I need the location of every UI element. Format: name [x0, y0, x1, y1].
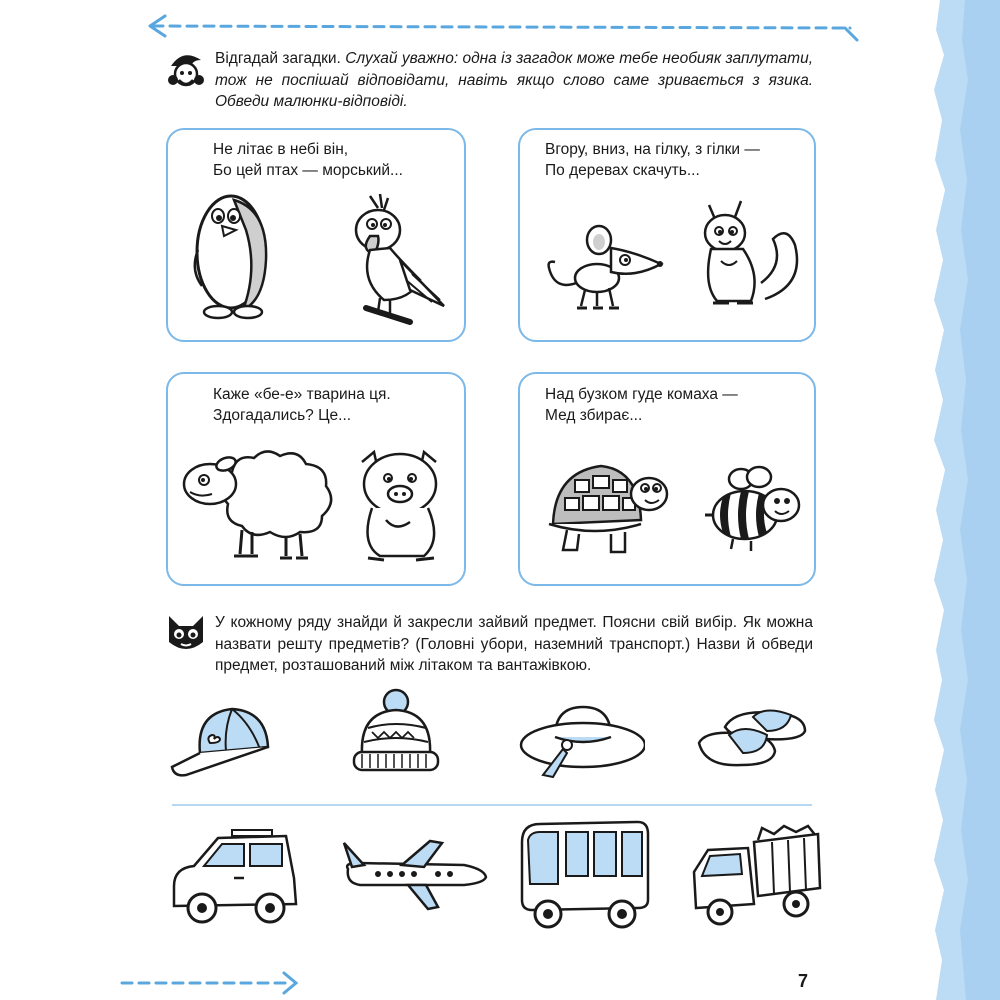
riddle-4-text	[545, 384, 738, 426]
arrow-right-icon	[118, 968, 303, 998]
riddle-1-line2: Бо цей птах — морський...	[213, 162, 403, 179]
riddle-3-text	[213, 384, 391, 426]
mouse-icon[interactable]	[545, 222, 665, 312]
torn-paper-edge	[850, 0, 1000, 1000]
riddle-2-text	[545, 139, 760, 181]
slippers-icon[interactable]	[695, 705, 810, 775]
arrow-left-icon	[145, 12, 865, 42]
sun-hat-icon[interactable]	[515, 697, 645, 782]
suv-icon[interactable]	[168, 828, 303, 933]
row-divider	[172, 804, 812, 806]
bee-icon[interactable]	[703, 465, 803, 555]
pig-icon[interactable]	[350, 448, 450, 568]
turtle-icon[interactable]	[545, 458, 670, 558]
riddle-1-text	[213, 139, 403, 181]
knit-hat-icon[interactable]	[348, 688, 443, 783]
task1-instruction	[215, 48, 813, 113]
riddle-4-line2: Мед збирає...	[545, 407, 643, 424]
cat-icon	[165, 612, 207, 654]
riddle-4-line1: Над бузком гуде комаха —	[545, 386, 738, 403]
parrot-icon[interactable]	[340, 190, 450, 325]
task2-instruction: У кожному ряду знайди й закресли зайвий предмет. Поясни свій вибір. Як можна назвати решту предметів? (Головні убори, наземний транспорт.) Назви й обведи предмет, розташований між літаком та вантажівкою.	[215, 614, 813, 674]
riddle-2-line1: Вгору, вниз, на гілку, з гілки —	[545, 141, 760, 158]
riddle-3-line1: Каже «бе-е» тварина ця.	[213, 386, 391, 403]
penguin-icon[interactable]	[188, 190, 278, 325]
sheep-icon[interactable]	[182, 442, 342, 564]
gnome-icon	[165, 50, 207, 92]
bus-icon[interactable]	[518, 818, 653, 933]
task1-italic: Слухай уважно: одна із загадок може тебе необияк заплутати, тож не поспішай відповідати, навіть якщо слово саме зривається з язика. Обведи малюнки-відповіді.	[215, 50, 813, 110]
riddle-3-line2: Здогадались? Це...	[213, 407, 352, 424]
task1-lead: Відгадай загадки.	[215, 50, 341, 67]
page-number: 7	[798, 971, 809, 991]
airplane-icon[interactable]	[338, 837, 488, 912]
truck-icon[interactable]	[688, 824, 823, 934]
squirrel-icon[interactable]	[695, 195, 805, 310]
riddle-1-line1: Не літає в небі він,	[213, 141, 349, 158]
riddle-2-line2: По деревах скачуть...	[545, 162, 700, 179]
cap-icon[interactable]	[170, 703, 275, 781]
